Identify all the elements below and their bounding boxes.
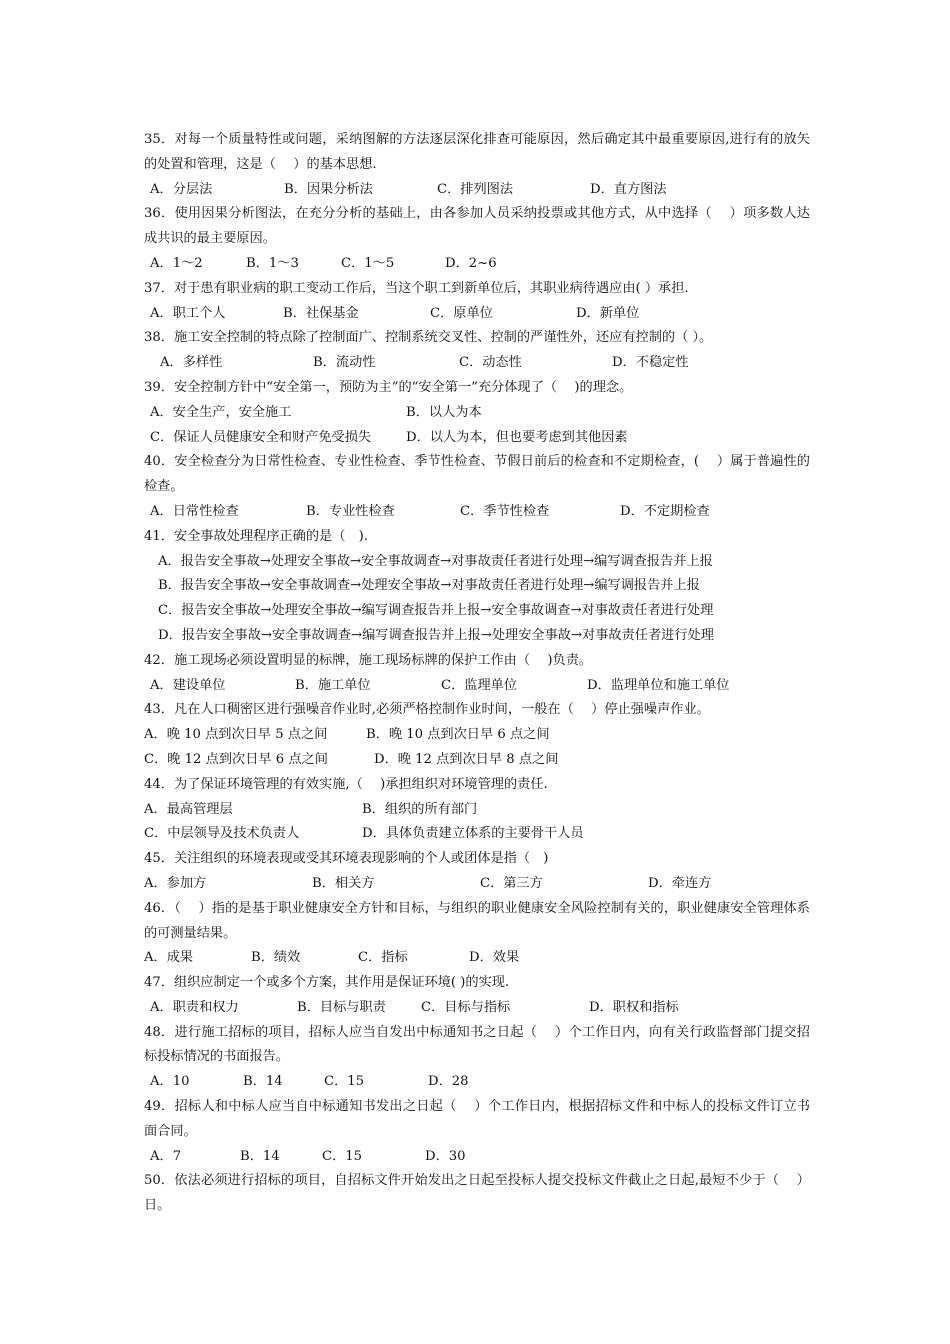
question-46-stem: 46．（ ）指的是基于职业健康安全方针和目标，与组织的职业健康安全风险控制有关的，职业健康安全管理体系的可测量结果。 <box>144 900 810 941</box>
question-50-stem: 50．依法必须进行招标的项目，自招标文件开始发出之日起至投标人提交投标文件截止之日起,最短不少于（ ）日。 <box>144 1173 810 1214</box>
question-49-option-a: A．7 <box>150 1148 182 1164</box>
question-46-option-b: B．绩效 <box>251 950 301 966</box>
question-43-option-a: A．晚 10 点到次日早 5 点之间 <box>144 727 328 743</box>
question-42-option-a: A．建设单位 <box>150 677 226 693</box>
question-38-option-b: B．流动性 <box>313 355 376 371</box>
question-43-options-row-1 <box>144 723 810 748</box>
question-36-option-b: B．1～3 <box>246 255 299 271</box>
question-44-option-d: D．具体负责建立体系的主要骨干人员 <box>362 826 584 842</box>
question-41-option-a: A．报告安全事故→处理安全事故→安全事故调查→对事故责任者进行处理→编写调查报告并上报 <box>158 553 713 569</box>
question-38-options <box>144 351 810 376</box>
question-43-stem: 43．凡在人口稠密区进行强噪音作业时,必须严格控制作业时间，一般在（ ）停止强噪声作业。 <box>144 702 710 718</box>
question-37-option-c: C．原单位 <box>430 305 493 321</box>
question-46-option-c: C．指标 <box>358 950 408 966</box>
question-41-stem: 41．安全事故处理程序正确的是（ ). <box>144 528 368 544</box>
question-36-option-c: C．1～5 <box>341 255 395 271</box>
question-39-stem: 39．安全控制方针中“安全第一，预防为主”的“安全第一”充分体现了（ )的理念。 <box>144 379 633 395</box>
question-37-stem: 37．对于患有职业病的职工变动工作后，当这个职工到新单位后，其职业病待遇应由( ）承担. <box>144 280 689 296</box>
question-41-option-b: B．报告安全事故→安全事故调查→处理安全事故→对事故责任者进行处理→编写调报告并上报 <box>158 578 700 594</box>
question-47-options <box>144 996 810 1021</box>
question-48-stem: 48．进行施工招标的项目，招标人应当自发出中标通知书之日起（ ）个工作日内，向有关行政监督部门提交招标投标情况的书面报告。 <box>144 1024 810 1065</box>
question-36-options <box>144 252 810 277</box>
question-44-option-c: C．中层领导及技术负责人 <box>144 826 300 842</box>
question-48-option-d: D．28 <box>428 1074 469 1090</box>
question-48-options <box>144 1070 810 1095</box>
question-43-option-b: B．晚 10 点到次日早 6 点之间 <box>366 727 550 743</box>
question-38-stem: 38．施工安全控制的特点除了控制面广、控制系统交叉性、控制的严谨性外，还应有控制的（ ）。 <box>144 330 713 346</box>
document-page <box>144 128 810 1219</box>
question-42-stem: 42．施工现场必须设置明显的标牌，施工现场标牌的保护工作由（ )负责。 <box>144 652 593 668</box>
question-40-stem: 40．安全检查分为日常性检查、专业性检查、季节性检查、节假日前后的检查和不定期检查，( ）属于普遍性的检查。 <box>144 454 810 495</box>
question-36-stem: 36．使用因果分析图法，在充分分析的基础上，由各参加人员采纳投票或其他方式，从中选择（ ）项多数人达成共识的最主要原因。 <box>144 206 810 247</box>
question-40-option-c: C．季节性检查 <box>460 503 550 519</box>
question-45-options <box>144 872 810 897</box>
question-40-option-a: A．日常性检查 <box>150 503 239 519</box>
question-49-option-d: D．30 <box>425 1148 466 1164</box>
question-46-option-d: D．效果 <box>469 950 520 966</box>
question-39-option-a: A．安全生产，安全施工 <box>150 404 292 420</box>
question-43-options-row-2 <box>144 748 810 773</box>
question-38-option-a: A．多样性 <box>160 355 223 371</box>
question-45-option-d: D．牵连方 <box>648 875 712 891</box>
question-39-options-row-2 <box>144 426 810 451</box>
question-35-option-b: B．因果分析法 <box>284 181 373 197</box>
question-39-option-d: D．以人为本，但也要考虑到其他因素 <box>406 429 628 445</box>
question-45-option-c: C．第三方 <box>480 875 543 891</box>
question-49-stem: 49．招标人和中标人应当自中标通知书发出之日起（ ）个工作日内，根据招标文件和中标人的投标文件订立书面合同。 <box>144 1099 810 1139</box>
question-44-stem: 44．为了保证环境管理的有效实施,（ )承担组织对环境管理的责任. <box>144 776 548 792</box>
question-40-options <box>144 500 810 525</box>
question-42-option-d: D．监理单位和施工单位 <box>587 677 730 693</box>
question-39-option-b: B．以人为本 <box>406 404 482 420</box>
question-47-option-d: D．职权和指标 <box>589 999 679 1015</box>
question-41-option-c: C．报告安全事故→处理安全事故→编写调查报告并上报→安全事故调查→对事故责任者进行处理 <box>158 603 714 619</box>
question-42-option-b: B．施工单位 <box>295 677 371 693</box>
question-40-option-d: D．不定期检查 <box>620 503 710 519</box>
question-35-stem: 35．对每一个质量特性或问题，采纳图解的方法逐层深化排查可能原因，然后确定其中最重要原因,进行有的放矢的处置和管理，这是（ ）的基本思想. <box>144 132 810 172</box>
question-44-option-b: B．组织的所有部门 <box>362 801 478 817</box>
question-43-option-d: D．晚 12 点到次日早 8 点之间 <box>374 751 559 767</box>
question-39-option-c: C．保证人员健康安全和财产免受损失 <box>150 429 372 445</box>
question-44-options-row-1 <box>144 798 810 823</box>
question-49-option-b: B．14 <box>240 1148 280 1164</box>
question-38-option-c: C．动态性 <box>459 355 522 371</box>
question-44-option-a: A．最高管理层 <box>144 801 233 817</box>
question-37-options <box>144 302 810 327</box>
question-35-options <box>144 178 810 203</box>
question-35-option-c: C．排列图法 <box>437 181 514 197</box>
question-35-option-a: A．分层法 <box>150 181 213 197</box>
question-44-options-row-2 <box>144 822 810 847</box>
question-46-option-a: A．成果 <box>144 950 194 966</box>
question-35-option-d: D．直方图法 <box>590 181 667 197</box>
question-37-option-a: A．职工个人 <box>150 305 226 321</box>
question-36-option-a: A．1～2 <box>150 255 203 271</box>
question-47-option-a: A．职责和权力 <box>150 999 239 1015</box>
question-49-option-c: C．15 <box>322 1148 363 1164</box>
question-38-option-d: D．不稳定性 <box>612 355 689 371</box>
question-48-option-c: C．15 <box>324 1074 365 1090</box>
question-45-option-b: B．相关方 <box>312 875 375 891</box>
question-48-option-a: A．10 <box>150 1074 190 1090</box>
question-40-option-b: B．专业性检查 <box>306 503 395 519</box>
question-46-options <box>144 946 810 971</box>
question-45-stem: 45．关注组织的环境表现或受其环境表现影响的个人或团体是指（ ) <box>144 851 549 867</box>
question-45-option-a: A．参加方 <box>144 875 207 891</box>
question-37-option-d: D．新单位 <box>576 305 640 321</box>
question-42-option-c: C．监理单位 <box>441 677 518 693</box>
question-48-option-b: B．14 <box>243 1074 283 1090</box>
question-43-option-c: C．晚 12 点到次日早 6 点之间 <box>144 751 328 767</box>
question-47-option-b: B．目标与职责 <box>297 999 386 1015</box>
question-47-option-c: C．目标与指标 <box>421 999 511 1015</box>
question-37-option-b: B．社保基金 <box>283 305 359 321</box>
question-49-options <box>144 1145 810 1170</box>
question-39-options-row-1 <box>144 401 810 426</box>
question-36-option-d: D．2~6 <box>445 255 497 271</box>
question-41-option-d: D．报告安全事故→安全事故调查→编写调查报告并上报→处理安全事故→对事故责任者进行处理 <box>158 627 714 643</box>
question-42-options <box>144 674 810 699</box>
question-47-stem: 47．组织应制定一个或多个方案，其作用是保证环境( )的实现. <box>144 975 510 991</box>
